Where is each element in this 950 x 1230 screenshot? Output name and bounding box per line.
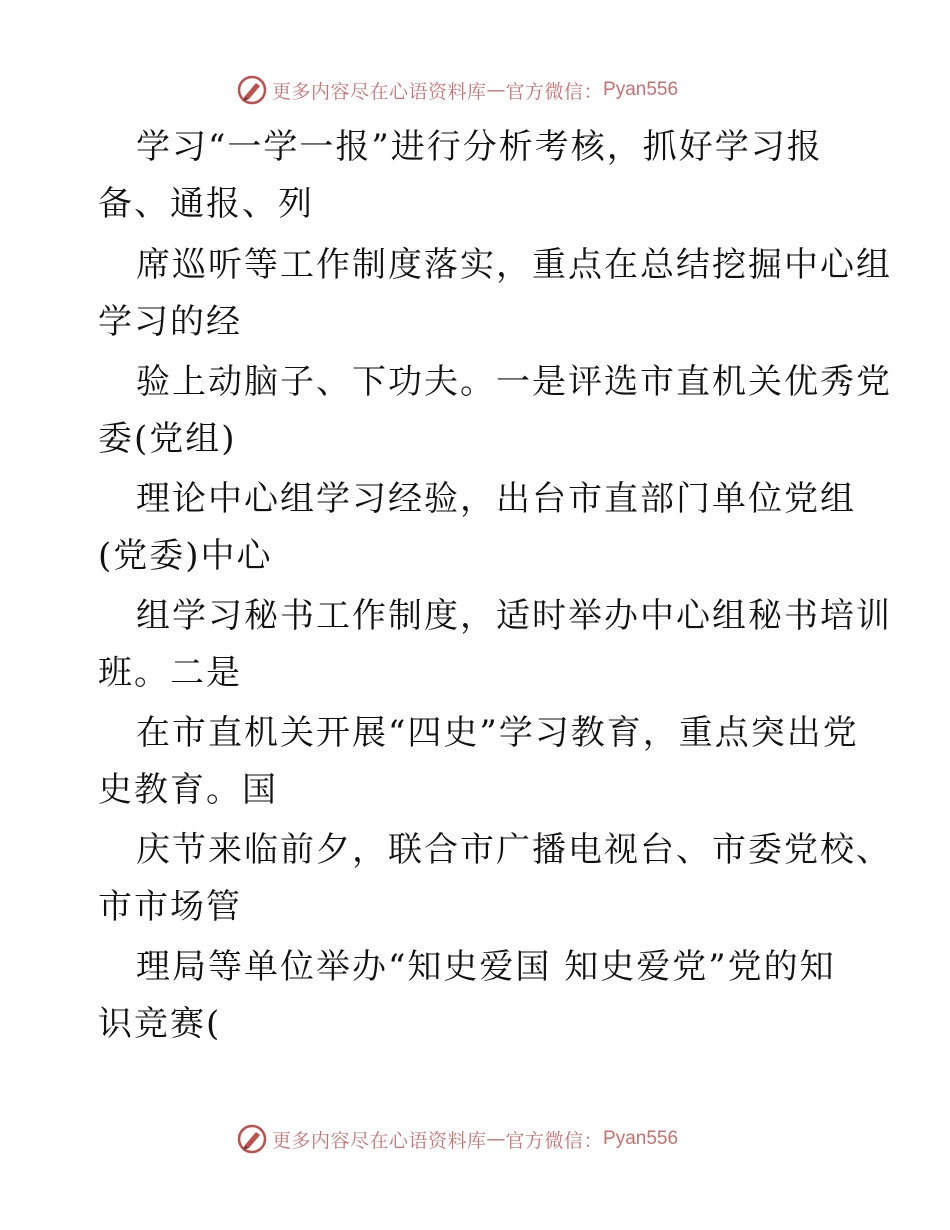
banner-separator: —: [486, 79, 506, 101]
text-line: 组学习秘书工作制度，适时举办中心组秘书培训: [136, 596, 892, 636]
header-watermark-banner: [236, 72, 716, 108]
pen-logo-icon: [236, 1123, 268, 1155]
text-line: 理论中心组学习经验，出台市直部门单位党组: [136, 479, 856, 519]
text-line: 备、通报、列: [98, 184, 314, 224]
banner-wechat-id: Pyan556: [603, 79, 679, 100]
banner-site-text: 更多内容尽在心语资料库: [272, 1129, 487, 1152]
text-line: 学习的经: [98, 302, 242, 342]
text-line: 席巡听等工作制度落实，重点在总结挖掘中心组: [136, 245, 892, 285]
banner-site-text: 更多内容尽在心语资料库: [272, 80, 487, 103]
text-line: (党委)中心: [98, 536, 273, 576]
banner-wechat-id: Pyan556: [603, 1128, 679, 1149]
text-line: 史教育。国: [98, 770, 278, 810]
text-line: 学习“一学一报”进行分析考核，抓好学习报: [136, 127, 823, 167]
text-line: 班。二是: [98, 653, 242, 693]
text-line: 理局等单位举办“知史爱国 知史爱党”党的知: [136, 947, 836, 987]
text-line: 识竞赛(: [98, 1004, 222, 1044]
banner-separator: —: [486, 1128, 506, 1150]
footer-watermark-banner: [236, 1121, 716, 1157]
text-line: 市市场管: [98, 887, 242, 927]
pen-logo-icon: [236, 74, 268, 106]
text-line: 委(党组): [98, 419, 237, 459]
banner-wechat-label: 官方微信：: [505, 80, 604, 103]
text-line: 在市直机关开展“四史”学习教育，重点突出党: [136, 713, 859, 753]
banner-wechat-label: 官方微信：: [505, 1129, 604, 1152]
text-line: 庆节来临前夕，联合市广播电视台、市委党校、: [136, 830, 892, 870]
text-line: 验上动脑子、下功夫。一是评选市直机关优秀党: [136, 362, 892, 402]
